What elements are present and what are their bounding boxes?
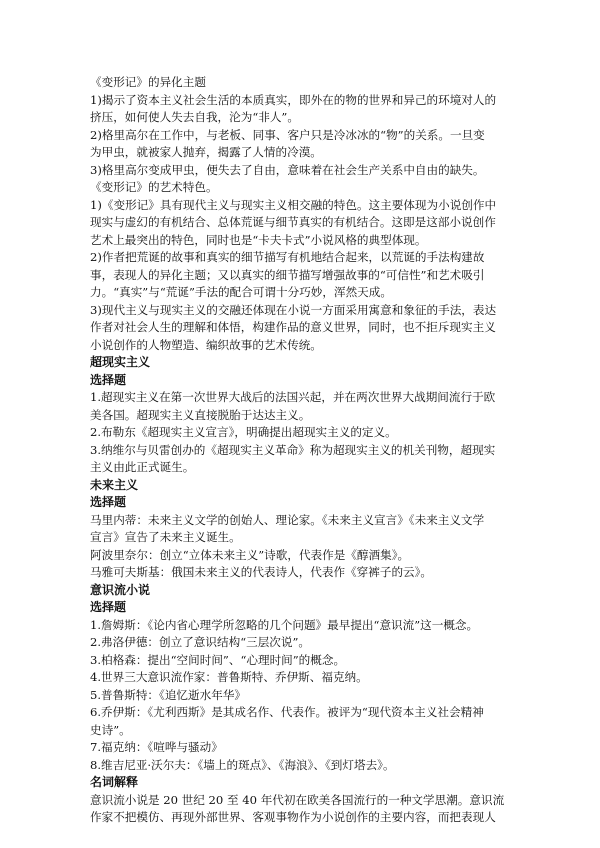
text-line: 作者对社会人生的理解和体悟，构建作品的意义世界，同时，也不拒斥现实主义	[90, 320, 496, 334]
section-subheading: 选择题	[90, 600, 127, 614]
text-line: 1)揭示了资本主义社会生活的本质真实，即外在的物的世界和异己的环境对人的	[90, 92, 497, 107]
text-line: 8.维吉尼亚·沃尔夫：《墙上的斑点》、《海浪》、《到灯塔去》。	[90, 757, 395, 772]
text-line: 现实与虚幻的有机结合、总体荒诞与细节真实的有机结合。这即是这部小说创作	[90, 215, 496, 229]
document-section	[90, 74, 512, 354]
text-line: 2)格里高尔在工作中，与老板、同事、客户只是冷冰冰的“物”的关系。一旦变	[90, 127, 485, 142]
text-line: 为甲虫，就被家人抛弃，揭露了人情的冷漠。	[90, 145, 322, 159]
section-heading: 意识流小说	[90, 582, 151, 597]
text-line: 2.布勒东《超现实主义宣言》，明确提出超现实主义的定义。	[90, 425, 397, 439]
text-line: 挤压，如何使人失去自我，沦为“非人”。	[90, 110, 299, 124]
section-heading: 未来主义	[90, 477, 139, 492]
text-line: 3)现代主义与现实主义的交融还体现在小说一方面采用寓意和象征的手法，表达	[90, 302, 497, 317]
text-line: 1.超现实主义在第一次世界大战后的法国兴起，并在两次世界大战期间流行于欧	[90, 390, 496, 404]
text-line: 事，表现人的异化主题；又以真实的细节描写增强故事的“可信性”和艺术吸引	[90, 267, 485, 282]
document-section	[90, 774, 512, 827]
section-heading: 超现实主义	[90, 355, 151, 369]
text-line: 力。“真实”与“荒诞”手法的配合可谓十分巧妙，浑然天成。	[90, 285, 392, 299]
text-line: 1.詹姆斯：《论内省心理学所忽略的几个问题》最早提出“意识流”这一概念。	[90, 617, 479, 632]
text-line: 马里内蒂：未来主义文学的创始人、理论家。《未来主义宣言》《未来主义文学	[90, 512, 485, 527]
text-line: 5.普鲁斯特：《追忆逝水年华》	[90, 687, 246, 702]
document-section	[90, 582, 512, 775]
section-subheading: 选择题	[90, 495, 127, 509]
text-line: 7.福克纳：《喧哗与骚动》	[90, 740, 223, 754]
text-line: 3.柏格森：提出“空间时间”、“心理时间”的概念。	[90, 652, 346, 667]
text-line: 《变形记》的艺术特色。	[90, 180, 218, 194]
text-line: 4.世界三大意识流作家：普鲁斯特、乔伊斯、福克纳。	[90, 670, 368, 684]
section-subheading: 选择题	[90, 372, 127, 387]
text-line: 3)格里高尔变成甲虫，便失去了自由，意味着在社会生产关系中自由的缺失。	[90, 162, 485, 177]
text-line: 意识流小说是 20 世纪 20 至 40 年代初在欧美各国流行的一种文学思潮。意识流	[90, 792, 505, 807]
text-line: 马雅可夫斯基：俄国未来主义的代表诗人，代表作《穿裤子的云》。	[90, 565, 433, 579]
text-line: 小说创作的人物塑造、编织故事的艺术传统。	[90, 337, 322, 352]
document-section	[90, 354, 512, 477]
text-line: 阿波里奈尔：创立“立体未来主义”诗歌，代表作是《醇酒集》。	[90, 547, 410, 562]
document-section	[90, 477, 512, 582]
section-heading: 名词解释	[90, 775, 139, 789]
text-line: 作家不把模仿、再现外部世界、客观事物作为小说创作的主要内容，而把表现人	[90, 810, 496, 824]
text-line: 宣言》宣告了未来主义诞生。	[90, 530, 241, 544]
text-line: 3.纳维尔与贝雷创办的《超现实主义革命》称为超现实主义的机关刊物，超现实	[90, 442, 496, 457]
text-line: 《变形记》的异化主题	[90, 75, 206, 89]
text-line: 1)《变形记》具有现代主义与现实主义相交融的特色。这主要体现为小说创作中	[90, 197, 497, 212]
text-line: 6.乔伊斯：《尤利西斯》是其成名作、代表作。被评为“现代资本主义社会精神	[90, 705, 484, 719]
document-body	[90, 74, 512, 827]
text-line: 艺术上最突出的特色，同时也是“卡夫卡式”小说风格的典型体现。	[90, 232, 427, 247]
text-line: 史诗”。	[90, 722, 131, 737]
text-line: 主义由此正式诞生。	[90, 460, 195, 474]
text-line: 2.弗洛伊德：创立了意识结构“三层次说”。	[90, 635, 311, 649]
text-line: 2)作者把荒诞的故事和真实的细节描写有机地结合起来，以荒诞的手法构建故	[90, 250, 485, 264]
text-line: 美各国。超现实主义直接脱胎于达达主义。	[90, 407, 311, 422]
